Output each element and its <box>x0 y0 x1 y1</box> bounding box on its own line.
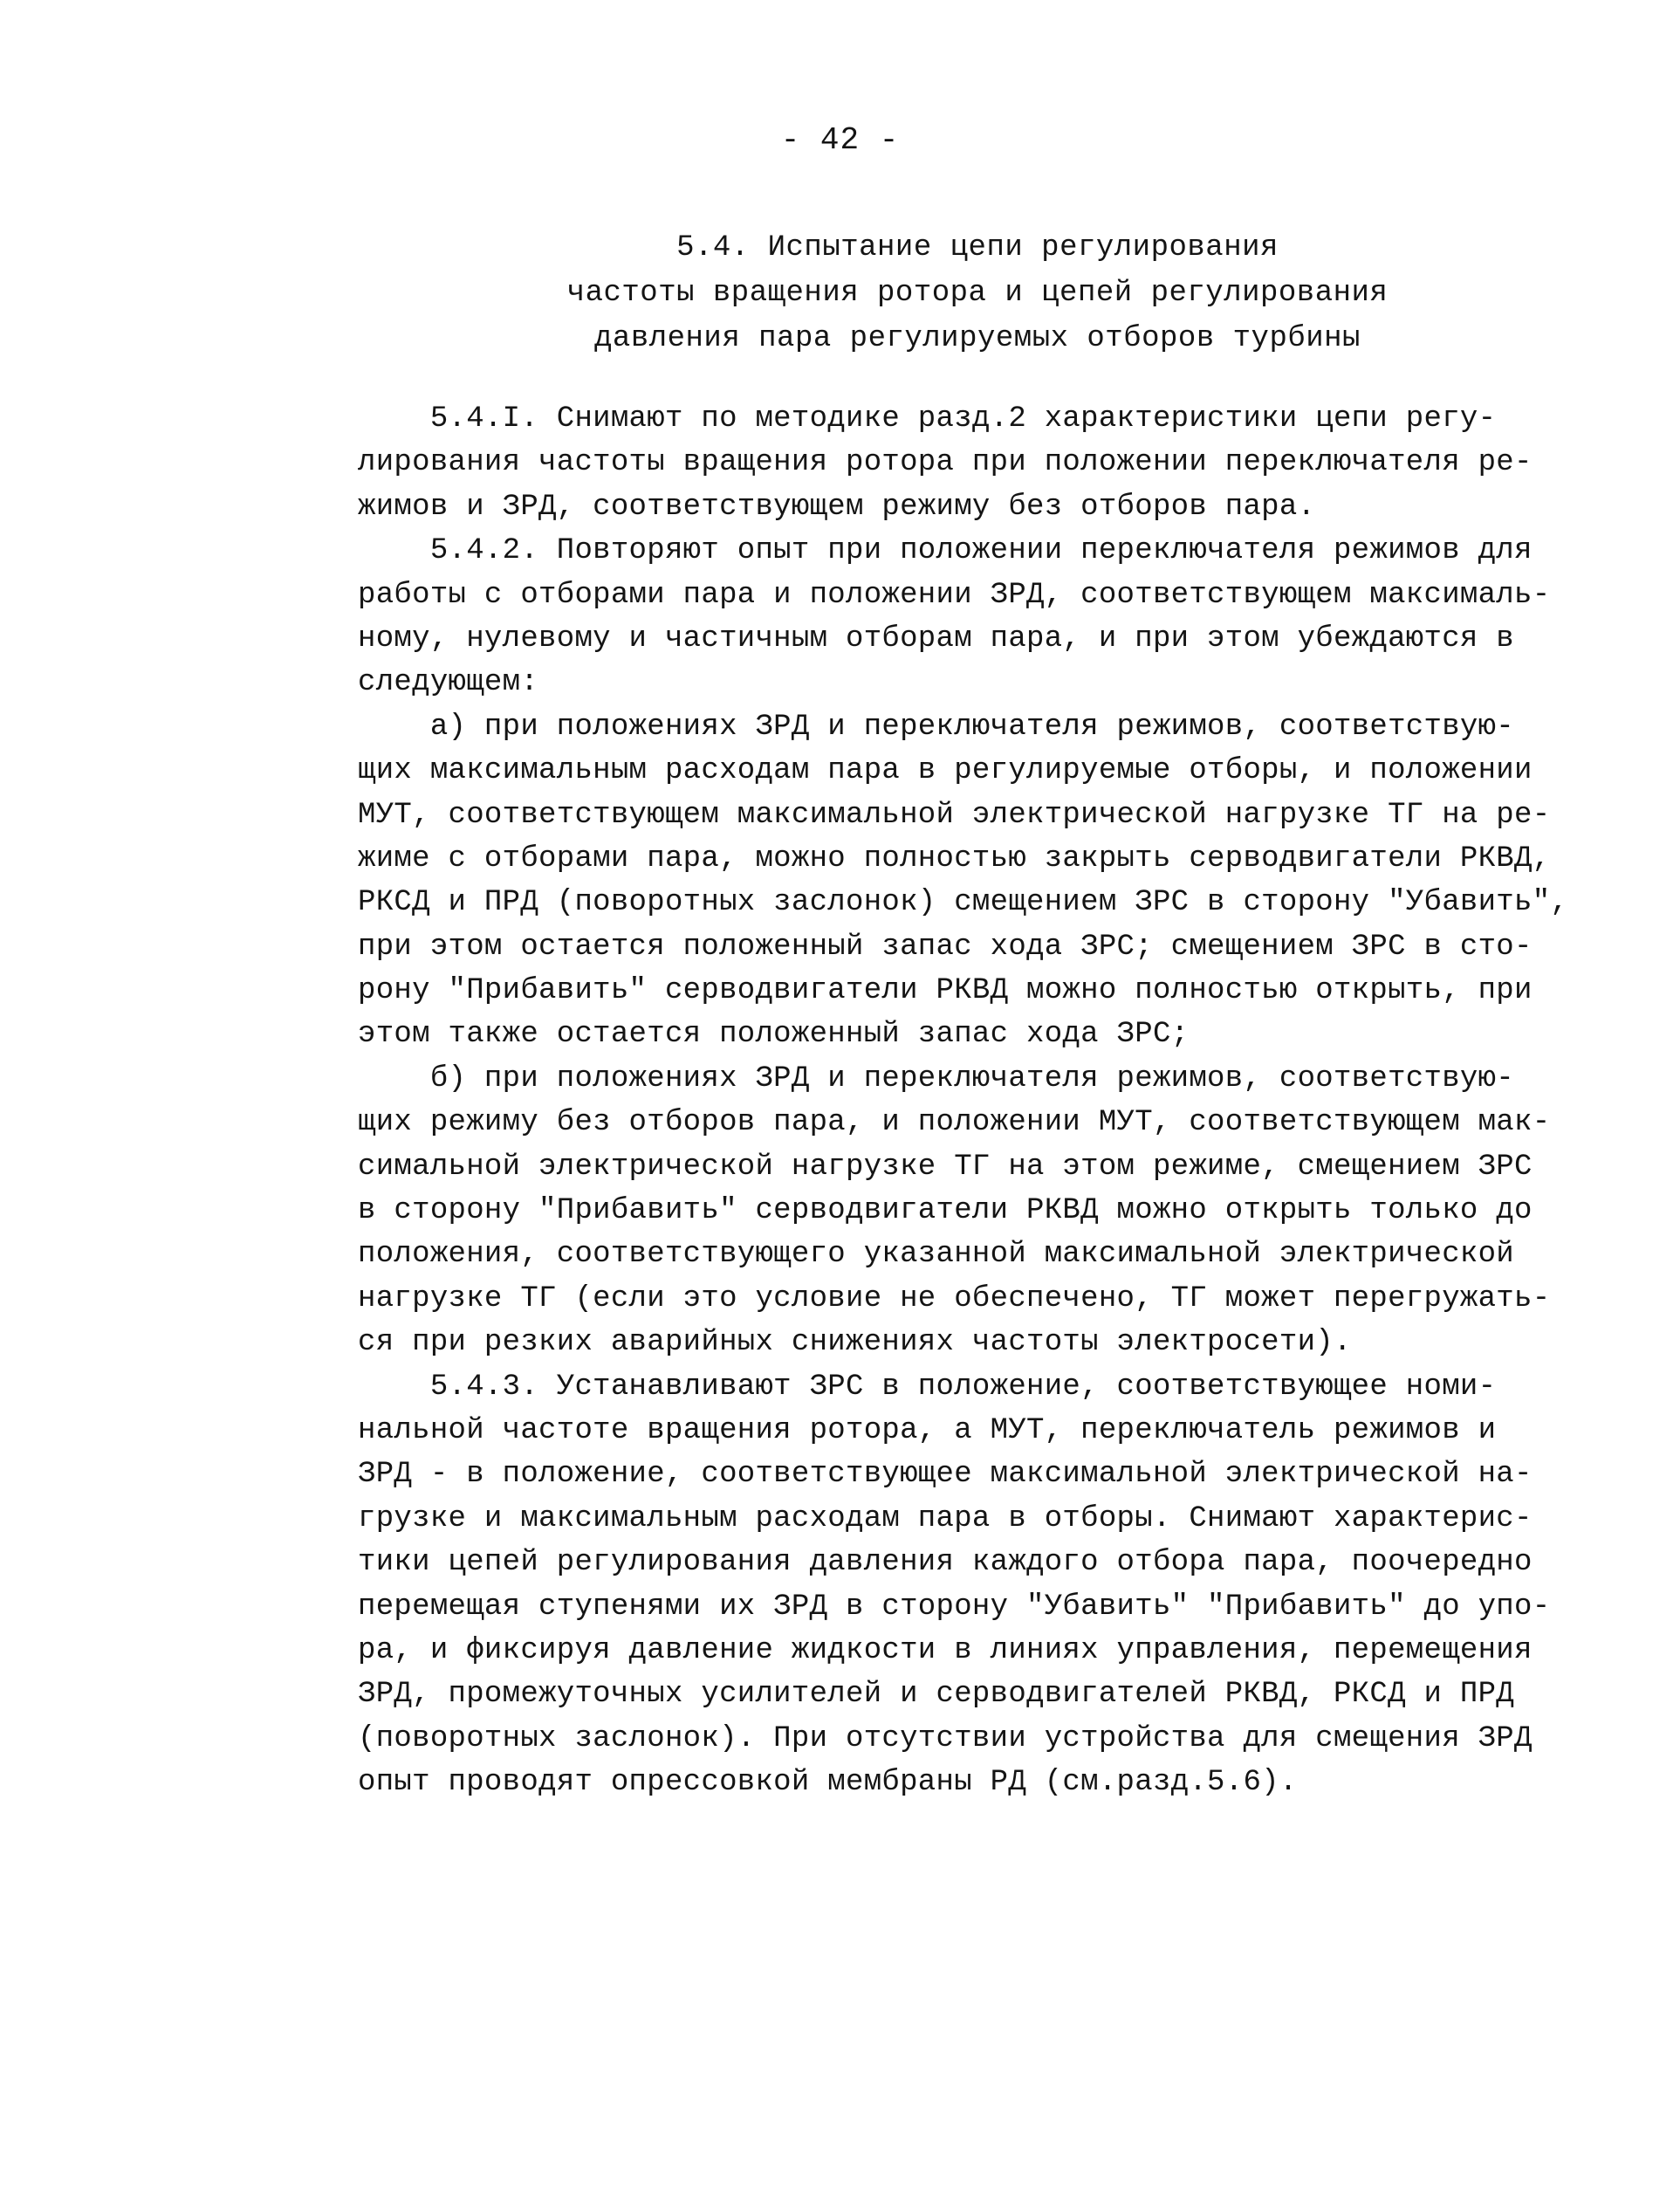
text-line: этом также остается положенный запас хода ЗРС; <box>358 1018 1190 1052</box>
text-line: нальной частоте вращения ротора, а МУТ, переключатель режимов и <box>358 1413 1497 1447</box>
page-number: - 42 - <box>780 122 900 158</box>
text-line: грузке и максимальным расходам пара в отборы. Снимают характерис- <box>358 1501 1533 1535</box>
text-line: щих максимальным расходам пара в регулируемые отборы, и положении <box>358 754 1533 788</box>
section-title-line: давления пара регулируемых отборов турбины <box>594 322 1361 355</box>
text-line: ЗРД, промежуточных усилителей и серводвигателей РКВД, РКСД и ПРД <box>358 1678 1515 1712</box>
text-line: жиме с отборами пара, можно полностью закрыть серводвигатели РКВД, <box>358 841 1551 876</box>
text-line: а) при положениях ЗРД и переключателя режимов, соответствую- <box>358 710 1515 744</box>
text-line: щих режиму без отборов пара, и положении МУТ, соответствующем мак- <box>358 1106 1551 1140</box>
text-line: в сторону "Прибавить" серводвигатели РКВД можно открыть только до <box>358 1194 1533 1228</box>
text-line: положения, соответствующего указанной максимальной электрической <box>358 1238 1515 1272</box>
text-line: 5.4.2. Повторяют опыт при положении переключателя режимов для <box>358 534 1533 568</box>
text-line: тики цепей регулирования давления каждого отбора пара, поочередно <box>358 1546 1533 1580</box>
text-line: лирования частоты вращения ротора при положении переключателя ре- <box>358 446 1533 480</box>
text-line: 5.4.I. Снимают по методике разд.2 характеристики цепи регу- <box>358 402 1497 436</box>
text-line: ся при резких аварийных снижениях частоты электросети). <box>358 1326 1352 1360</box>
text-line: 5.4.3. Устанавливают ЗРС в положение, соответствующее номи- <box>358 1370 1497 1404</box>
section-title-line: частоты вращения ротора и цепей регулирования <box>566 277 1389 310</box>
text-line: симальной электрической нагрузке ТГ на этом режиме, смещением ЗРС <box>358 1150 1533 1184</box>
body-text <box>358 397 1569 1805</box>
section-title-line: 5.4. Испытание цепи регулирования <box>676 231 1279 264</box>
text-line: работы с отборами пара и положении ЗРД, соответствующем максималь- <box>358 578 1551 612</box>
text-line: рону "Прибавить" серводвигатели РКВД можно полностью открыть, при <box>358 974 1533 1008</box>
section-title <box>559 225 1396 361</box>
text-line: МУТ, соответствующем максимальной электрической нагрузке ТГ на ре- <box>358 798 1551 832</box>
text-line: ному, нулевому и частичным отборам пара, и при этом убеждаются в <box>358 622 1515 656</box>
text-line: РКСД и ПРД (поворотных заслонок) смещением ЗРС в сторону "Убавить", <box>358 886 1569 920</box>
text-line: жимов и ЗРД, соответствующем режиму без отборов пара. <box>358 490 1316 524</box>
text-line: ра, и фиксируя давление жидкости в линиях управления, перемещения <box>358 1633 1533 1667</box>
text-line: (поворотных заслонок). При отсутствии устройства для смещения ЗРД <box>358 1721 1533 1755</box>
text-line: ЗРД - в положение, соответствующее максимальной электрической на- <box>358 1458 1533 1492</box>
text-line: при этом остается положенный запас хода ЗРС; смещением ЗРС в сто- <box>358 930 1533 964</box>
text-line: нагрузке ТГ (если это условие не обеспечено, ТГ может перегружать- <box>358 1281 1551 1315</box>
text-line: опыт проводят опрессовкой мембраны РД (см.разд.5.6). <box>358 1766 1298 1800</box>
text-line: перемещая ступенями их ЗРД в сторону "Убавить" "Прибавить" до упо- <box>358 1590 1551 1624</box>
text-line: б) при положениях ЗРД и переключателя режимов, соответствую- <box>358 1061 1515 1096</box>
text-line: следующем: <box>358 666 539 700</box>
